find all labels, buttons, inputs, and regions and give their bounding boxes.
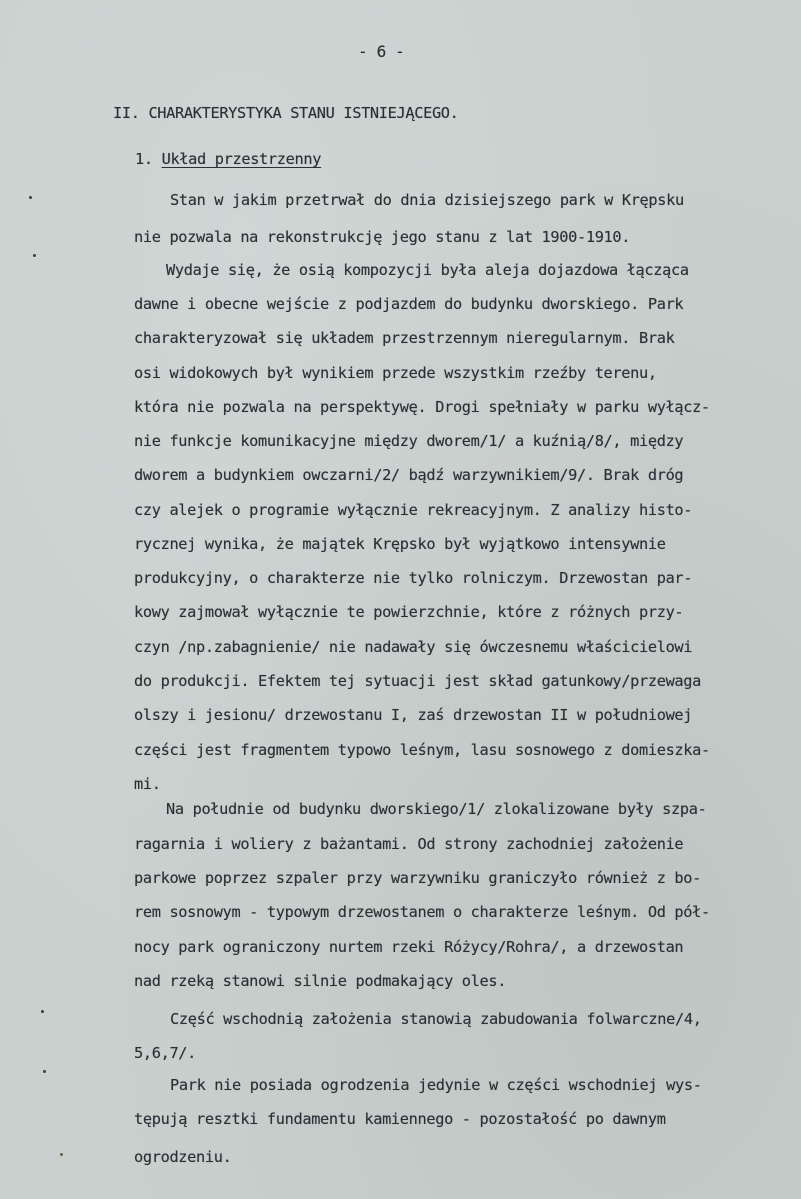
text-line: produkcyjny, o charakterze nie tylko rolniczym. Drzewostan par- (134, 569, 693, 587)
text-line: rem sosnowym - typowym drzewostanem o charakterze leśnym. Od pół- (134, 903, 710, 921)
text-line: charakteryzował się układem przestrzennym nieregularnym. Brak (134, 329, 675, 347)
subsection-title: Układ przestrzenny (161, 150, 322, 168)
subsection-heading (135, 152, 321, 167)
text-line: czyn /np.zabagnienie/ nie nadawały się ówczesnemu właścicielowi (134, 638, 693, 656)
text-line: dawne i obecne wejście z podjazdem do budynku dworskiego. Park (134, 295, 684, 313)
paper-speck (60, 1153, 63, 1156)
text-line: kowy zajmował wyłącznie te powierzchnie, które z różnych przy- (134, 603, 684, 621)
text-line: Na południe od budynku dworskiego/1/ zlokalizowane były szpa- (166, 800, 707, 818)
text-line: Wydaje się, że osią kompozycji była aleja dojazdowa łącząca (166, 261, 689, 279)
text-line: mi. (134, 775, 161, 793)
text-line: nie pozwala na rekonstrukcję jego stanu z lat 1900-1910. (134, 228, 631, 246)
text-line: rycznej wynika, że majątek Krępsko był wyjątkowo intensywnie (134, 535, 666, 553)
text-line: osi widokowych był wynikiem przede wszystkim rzeźby terenu, (134, 364, 657, 382)
text-line: Część wschodnią założenia stanowią zabudowania folwarczne/4, (170, 1010, 702, 1028)
subsection-number: 1. (135, 150, 162, 168)
text-line: ragarnia i woliery z bażantami. Od strony zachodniej założenie (134, 835, 684, 853)
paper-speck (29, 196, 32, 199)
text-line: nad rzeką stanowi silnie podmakający oles. (134, 972, 507, 990)
page-number: - 6 - (358, 42, 405, 61)
text-line: do produkcji. Efektem tej sytuacji jest skład gatunkowy/przewaga (134, 672, 702, 690)
text-line: części jest fragmentem typowo leśnym, lasu sosnowego z domieszka- (134, 741, 710, 759)
text-line: nie funkcje komunikacyjne między dworem/1/ a kuźnią/8/, między (134, 432, 684, 450)
text-line: olszy i jesionu/ drzewostanu I, zaś drzewostan II w południowej (134, 706, 693, 724)
paper-speck (33, 254, 36, 257)
text-line: Park nie posiada ogrodzenia jedynie w części wschodniej wys- (170, 1076, 702, 1094)
text-line: tępują resztki fundamentu kamiennego - pozostałość po dawnym (134, 1110, 666, 1128)
paper-speck (43, 1070, 46, 1073)
text-line: 5,6,7/. (134, 1044, 197, 1062)
text-line: parkowe poprzez szpaler przy warzywniku graniczyło również z bo- (134, 869, 702, 887)
paper-speck (41, 1010, 44, 1013)
text-line: która nie pozwala na perspektywę. Drogi spełniały w parku wyłącz- (134, 398, 710, 416)
text-line: ogrodzeniu. (134, 1148, 232, 1166)
text-line: Stan w jakim przetrwał do dnia dzisiejszego park w Krępsku (170, 191, 684, 209)
section-heading: II. CHARAKTERYSTYKA STANU ISTNIEJĄCEGO. (113, 104, 459, 122)
text-line: czy alejek o programie wyłącznie rekreacyjnym. Z analizy histo- (134, 501, 693, 519)
text-line: dworem a budynkiem owczarni/2/ bądź warzywnikiem/9/. Brak dróg (134, 466, 684, 484)
text-line: nocy park ograniczony nurtem rzeki Różycy/Rohra/, a drzewostan (134, 938, 684, 956)
